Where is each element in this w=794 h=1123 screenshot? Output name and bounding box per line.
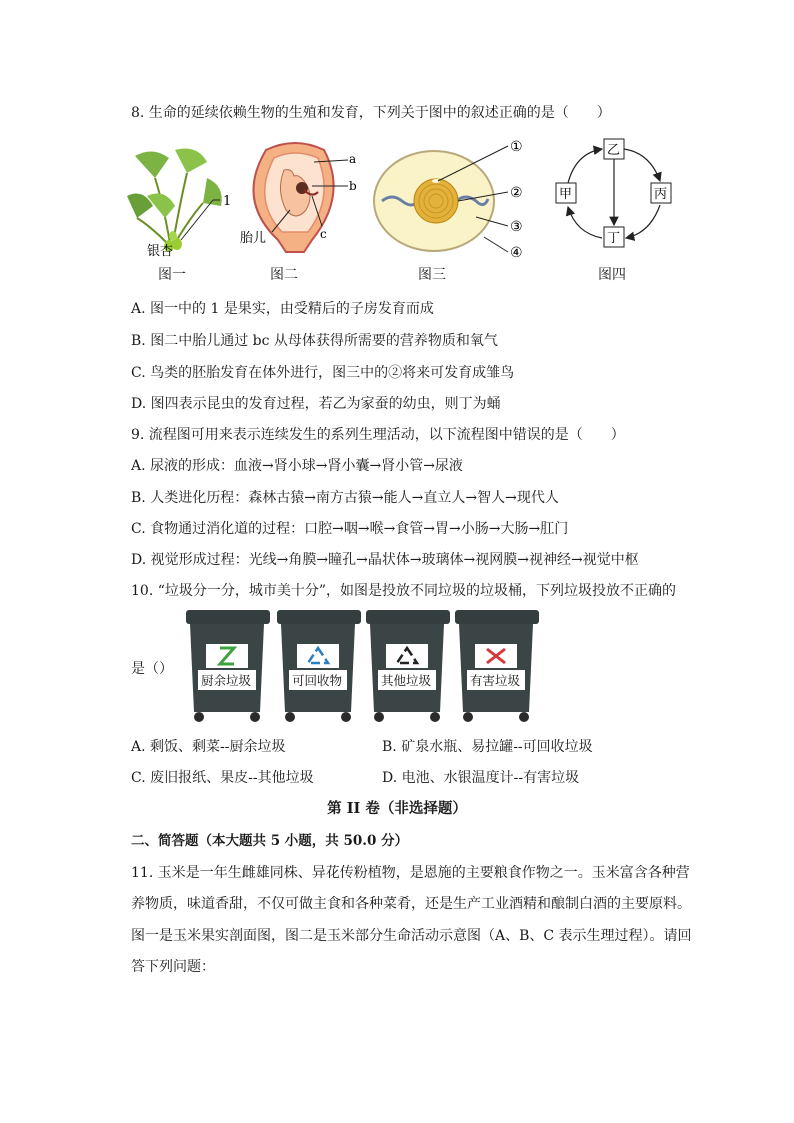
figure-1-marker: 1 <box>223 194 232 209</box>
q10-option-a: A. 剩饭、剩菜--厨余垃圾 <box>131 739 286 755</box>
q9-option-a: A. 尿液的形成：血液→肾小球→肾小囊→肾小管→尿液 <box>131 458 463 474</box>
figure-2-fetus <box>238 140 363 260</box>
q11-line-4: 答下列问题： <box>131 959 215 975</box>
q8-option-a: A. 图一中的 1 是果实，由受精后的子房发育而成 <box>131 301 434 317</box>
bin-recyclable <box>277 610 361 722</box>
node-top-label: 乙 <box>607 143 621 158</box>
node-bottom-label: 丁 <box>607 231 621 246</box>
bin-label-hazardous: 有害垃圾 <box>470 673 521 688</box>
figure-3-marker-1: ① <box>510 139 523 155</box>
bin-label-kitchen: 厨余垃圾 <box>201 673 252 688</box>
figure-3-marker-3: ③ <box>510 219 523 235</box>
egg-illustration <box>374 146 508 252</box>
cycle-arrows <box>568 149 660 238</box>
figure-1-plant-label: 银杏 <box>147 244 174 259</box>
figure-1-caption: 图一 <box>158 267 186 283</box>
q9-option-b: B. 人类进化历程：森林古猿→南方古猿→能人→直立人→智人→现代人 <box>131 490 559 506</box>
q8-option-c: C. 鸟类的胚胎发育在体外进行，图三中的②将来可发育成雏鸟 <box>131 365 515 381</box>
q10-option-d: D. 电池、水银温度计--有害垃圾 <box>382 770 580 786</box>
bin-label-recyclable: 可回收物 <box>292 673 343 688</box>
figure-2-marker-a: a <box>349 152 357 166</box>
figure-3-marker-2: ② <box>510 185 523 201</box>
bin-label-other: 其他垃圾 <box>381 673 432 688</box>
figure-4-cycle <box>550 135 685 255</box>
bin-other <box>366 610 450 722</box>
q10-option-b: B. 矿泉水瓶、易拉罐--可回收垃圾 <box>382 739 593 755</box>
ginkgo-illustration <box>127 149 222 253</box>
q9-stem: 9. 流程图可用来表示连续发生的系列生理活动，以下流程图中错误的是（ ） <box>131 427 625 443</box>
figure-2-marker-b: b <box>349 179 357 193</box>
q8-option-d: D. 图四表示昆虫的发育过程，若乙为家蚕的幼虫，则丁为蛹 <box>131 396 501 412</box>
trash-bins-figure <box>180 606 540 726</box>
section-2-title: 第 II 卷（非选择题） <box>327 800 467 817</box>
figure-3-egg <box>372 137 537 265</box>
q9-option-d: D. 视觉形成过程：光线→角膜→瞳孔→晶状体→玻璃体→视网膜→视神经→视觉中枢 <box>131 552 639 568</box>
uterus-illustration <box>254 143 349 252</box>
figure-3-marker-4: ④ <box>510 245 523 261</box>
node-right-label: 丙 <box>654 187 668 202</box>
node-left-label: 甲 <box>559 187 573 202</box>
figure-2-fetus-label: 胎儿 <box>240 231 267 246</box>
figure-4-caption: 图四 <box>598 267 626 283</box>
figure-2-caption: 图二 <box>270 267 298 283</box>
q11-line-1: 11. 玉米是一年生雌雄同株、异花传粉植物，是恩施的主要粮食作物之一。玉米富含各种营 <box>131 865 690 881</box>
bin-kitchen <box>186 610 270 722</box>
q11-line-2: 养物质，味道香甜，不仅可做主食和各种菜肴，还是生产工业酒精和酿制白酒的主要原料。 <box>131 896 691 912</box>
q8-stem: 8. 生命的延续依赖生物的生殖和发育，下列关于图中的叙述正确的是（ ） <box>131 105 611 121</box>
q10-stem-cont: 是（） <box>131 661 173 677</box>
q9-option-c: C. 食物通过消化道的过程：口腔→咽→喉→食管→胃→小肠→大肠→肛门 <box>131 521 569 537</box>
figure-3-caption: 图三 <box>418 267 446 283</box>
q8-option-b: B. 图二中胎儿通过 bc 从母体获得所需要的营养物质和氧气 <box>131 333 498 349</box>
figure-2-marker-c: c <box>320 227 327 241</box>
q10-option-c: C. 废旧报纸、果皮--其他垃圾 <box>131 770 314 786</box>
section-2-heading: 二、简答题（本大题共 5 小题，共 50.0 分） <box>131 833 409 849</box>
bin-hazardous <box>455 610 539 722</box>
q10-stem: 10. “垃圾分一分，城市美十分”，如图是投放不同垃圾的垃圾桶，下列垃圾投放不正确的 <box>131 583 677 599</box>
q11-line-3: 图一是玉米果实剖面图，图二是玉米部分生命活动示意图（A、B、C 表示生理过程）。请回 <box>131 928 692 944</box>
